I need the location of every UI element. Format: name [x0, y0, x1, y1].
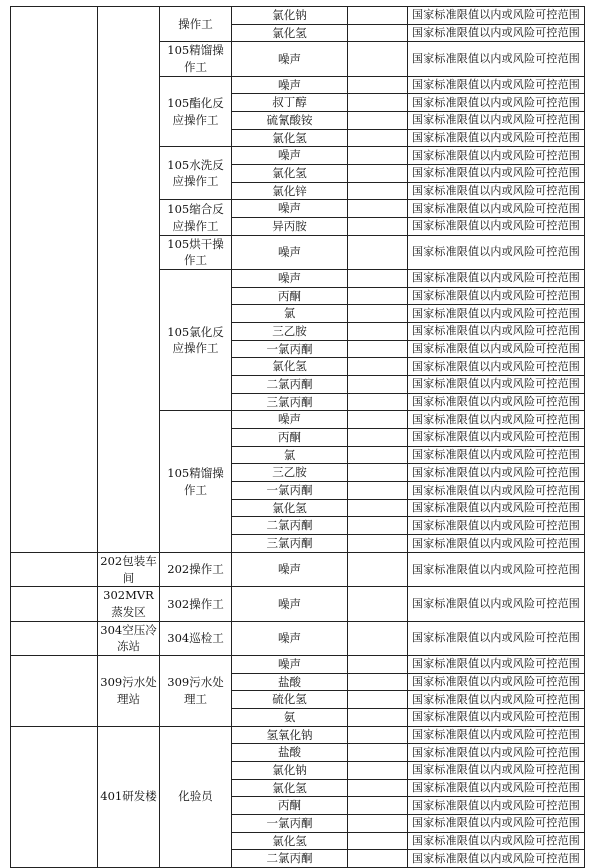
job-role-cell: 105酯化反应操作工	[160, 76, 232, 147]
job-role-cell: 202操作工	[160, 552, 232, 586]
job-role-cell: 304巡检工	[160, 621, 232, 655]
hazard-factor-cell: 噪声	[232, 270, 348, 288]
blank-cell	[348, 673, 408, 691]
hazard-table	[10, 6, 585, 868]
limit-standard-cell: 国家标准限值以内或风险可控范围	[408, 376, 585, 394]
hazard-factor-cell: 噪声	[232, 76, 348, 94]
hazard-factor-cell: 三氯丙酮	[232, 535, 348, 553]
limit-standard-cell: 国家标准限值以内或风险可控范围	[408, 744, 585, 762]
job-role-cell: 309污水处理工	[160, 655, 232, 726]
blank-cell	[348, 200, 408, 218]
blank-cell	[348, 552, 408, 586]
hazard-factor-cell: 氯化锌	[232, 182, 348, 200]
hazard-factor-cell: 氯化钠	[232, 761, 348, 779]
department-cell: 309污水处理站	[98, 655, 160, 726]
limit-standard-cell: 国家标准限值以内或风险可控范围	[408, 218, 585, 236]
job-role-cell: 105氯化反应操作工	[160, 270, 232, 411]
hazard-factor-cell: 三乙胺	[232, 323, 348, 341]
hazard-factor-cell: 氯	[232, 305, 348, 323]
limit-standard-cell: 国家标准限值以内或风险可控范围	[408, 112, 585, 130]
hazard-factor-cell: 噪声	[232, 42, 348, 76]
hazard-factor-cell: 二氯丙酮	[232, 376, 348, 394]
blank-cell	[348, 235, 408, 269]
indent-column-cell	[11, 587, 98, 621]
blank-cell	[348, 393, 408, 411]
blank-cell	[348, 482, 408, 500]
hazard-factor-cell: 氯	[232, 446, 348, 464]
blank-cell	[348, 535, 408, 553]
hazard-factor-cell: 丙酮	[232, 287, 348, 305]
limit-standard-cell: 国家标准限值以内或风险可控范围	[408, 708, 585, 726]
blank-cell	[348, 7, 408, 25]
limit-standard-cell: 国家标准限值以内或风险可控范围	[408, 235, 585, 269]
limit-standard-cell: 国家标准限值以内或风险可控范围	[408, 517, 585, 535]
department-cell: 304空压冷冻站	[98, 621, 160, 655]
blank-cell	[348, 850, 408, 868]
hazard-factor-cell: 氯化氢	[232, 165, 348, 183]
limit-standard-cell: 国家标准限值以内或风险可控范围	[408, 552, 585, 586]
limit-standard-cell: 国家标准限值以内或风险可控范围	[408, 287, 585, 305]
limit-standard-cell: 国家标准限值以内或风险可控范围	[408, 270, 585, 288]
limit-standard-cell: 国家标准限值以内或风险可控范围	[408, 411, 585, 429]
limit-standard-cell: 国家标准限值以内或风险可控范围	[408, 42, 585, 76]
blank-cell	[348, 726, 408, 744]
blank-cell	[348, 446, 408, 464]
limit-standard-cell: 国家标准限值以内或风险可控范围	[408, 535, 585, 553]
department-cell: 401研发楼	[98, 726, 160, 867]
blank-cell	[348, 691, 408, 709]
department-cell: 202包装车间	[98, 552, 160, 586]
hazard-factor-cell: 氯化氢	[232, 499, 348, 517]
limit-standard-cell: 国家标准限值以内或风险可控范围	[408, 147, 585, 165]
limit-standard-cell: 国家标准限值以内或风险可控范围	[408, 429, 585, 447]
blank-cell	[348, 129, 408, 147]
limit-standard-cell: 国家标准限值以内或风险可控范围	[408, 814, 585, 832]
table-row	[11, 587, 585, 621]
blank-cell	[348, 797, 408, 815]
blank-cell	[348, 270, 408, 288]
job-role-cell: 105缩合反应操作工	[160, 200, 232, 235]
hazard-factor-cell: 氯化钠	[232, 7, 348, 25]
hazard-factor-cell: 三氯丙酮	[232, 393, 348, 411]
limit-standard-cell: 国家标准限值以内或风险可控范围	[408, 797, 585, 815]
job-role-cell: 302操作工	[160, 587, 232, 621]
table-row	[11, 552, 585, 586]
table-row	[11, 726, 585, 744]
indent-column-cell	[11, 552, 98, 586]
limit-standard-cell: 国家标准限值以内或风险可控范围	[408, 673, 585, 691]
limit-standard-cell: 国家标准限值以内或风险可控范围	[408, 165, 585, 183]
limit-standard-cell: 国家标准限值以内或风险可控范围	[408, 323, 585, 341]
hazard-factor-cell: 盐酸	[232, 673, 348, 691]
limit-standard-cell: 国家标准限值以内或风险可控范围	[408, 340, 585, 358]
blank-cell	[348, 112, 408, 130]
table-row	[11, 621, 585, 655]
indent-column-cell	[11, 655, 98, 726]
job-role-cell: 105精馏操作工	[160, 411, 232, 552]
blank-cell	[348, 832, 408, 850]
limit-standard-cell: 国家标准限值以内或风险可控范围	[408, 24, 585, 42]
limit-standard-cell: 国家标准限值以内或风险可控范围	[408, 358, 585, 376]
blank-cell	[348, 814, 408, 832]
limit-standard-cell: 国家标准限值以内或风险可控范围	[408, 200, 585, 218]
hazard-factor-cell: 一氯丙酮	[232, 340, 348, 358]
blank-cell	[348, 499, 408, 517]
limit-standard-cell: 国家标准限值以内或风险可控范围	[408, 182, 585, 200]
blank-cell	[348, 305, 408, 323]
blank-cell	[348, 376, 408, 394]
hazard-factor-cell: 硫氰酸铵	[232, 112, 348, 130]
department-cell-continued	[98, 7, 160, 553]
blank-cell	[348, 76, 408, 94]
job-role-cell: 105烘干操作工	[160, 235, 232, 269]
limit-standard-cell: 国家标准限值以内或风险可控范围	[408, 76, 585, 94]
blank-cell	[348, 94, 408, 112]
table-row	[11, 655, 585, 673]
limit-standard-cell: 国家标准限值以内或风险可控范围	[408, 129, 585, 147]
hazard-factor-cell: 噪声	[232, 621, 348, 655]
blank-cell	[348, 358, 408, 376]
hazard-factor-cell: 氯化氢	[232, 779, 348, 797]
hazard-factor-cell: 丙酮	[232, 797, 348, 815]
limit-standard-cell: 国家标准限值以内或风险可控范围	[408, 482, 585, 500]
blank-cell	[348, 708, 408, 726]
hazard-factor-cell: 二氯丙酮	[232, 517, 348, 535]
blank-cell	[348, 464, 408, 482]
hazard-factor-cell: 一氯丙酮	[232, 814, 348, 832]
hazard-table-body	[11, 7, 585, 868]
hazard-factor-cell: 噪声	[232, 235, 348, 269]
limit-standard-cell: 国家标准限值以内或风险可控范围	[408, 446, 585, 464]
limit-standard-cell: 国家标准限值以内或风险可控范围	[408, 691, 585, 709]
indent-column-cell	[11, 621, 98, 655]
blank-cell	[348, 218, 408, 236]
limit-standard-cell: 国家标准限值以内或风险可控范围	[408, 832, 585, 850]
blank-cell	[348, 340, 408, 358]
hazard-factor-cell: 噪声	[232, 200, 348, 218]
indent-column-cell	[11, 726, 98, 867]
blank-cell	[348, 744, 408, 762]
limit-standard-cell: 国家标准限值以内或风险可控范围	[408, 726, 585, 744]
blank-cell	[348, 587, 408, 621]
hazard-factor-cell: 硫化氢	[232, 691, 348, 709]
hazard-factor-cell: 噪声	[232, 411, 348, 429]
blank-cell	[348, 42, 408, 76]
limit-standard-cell: 国家标准限值以内或风险可控范围	[408, 7, 585, 25]
blank-cell	[348, 761, 408, 779]
hazard-factor-cell: 氯化氢	[232, 832, 348, 850]
indent-column-cell	[11, 7, 98, 553]
hazard-factor-cell: 氯化氢	[232, 24, 348, 42]
hazard-factor-cell: 氯化氢	[232, 129, 348, 147]
blank-cell	[348, 182, 408, 200]
department-cell: 302MVR蒸发区	[98, 587, 160, 621]
table-row	[11, 7, 585, 25]
limit-standard-cell: 国家标准限值以内或风险可控范围	[408, 393, 585, 411]
limit-standard-cell: 国家标准限值以内或风险可控范围	[408, 761, 585, 779]
hazard-factor-cell: 一氯丙酮	[232, 482, 348, 500]
blank-cell	[348, 165, 408, 183]
limit-standard-cell: 国家标准限值以内或风险可控范围	[408, 305, 585, 323]
blank-cell	[348, 411, 408, 429]
hazard-factor-cell: 氨	[232, 708, 348, 726]
limit-standard-cell: 国家标准限值以内或风险可控范围	[408, 94, 585, 112]
blank-cell	[348, 621, 408, 655]
job-role-cell: 化验员	[160, 726, 232, 867]
blank-cell	[348, 287, 408, 305]
blank-cell	[348, 517, 408, 535]
hazard-factor-cell: 噪声	[232, 655, 348, 673]
hazard-factor-cell: 异丙胺	[232, 218, 348, 236]
hazard-factor-cell: 叔丁醇	[232, 94, 348, 112]
hazard-factor-cell: 氯化氢	[232, 358, 348, 376]
hazard-factor-cell: 噪声	[232, 147, 348, 165]
hazard-factor-cell: 噪声	[232, 552, 348, 586]
limit-standard-cell: 国家标准限值以内或风险可控范围	[408, 587, 585, 621]
hazard-factor-cell: 丙酮	[232, 429, 348, 447]
blank-cell	[348, 429, 408, 447]
blank-cell	[348, 24, 408, 42]
hazard-factor-cell: 三乙胺	[232, 464, 348, 482]
job-role-cell: 操作工	[160, 7, 232, 42]
blank-cell	[348, 655, 408, 673]
hazard-factor-cell: 噪声	[232, 587, 348, 621]
limit-standard-cell: 国家标准限值以内或风险可控范围	[408, 621, 585, 655]
limit-standard-cell: 国家标准限值以内或风险可控范围	[408, 499, 585, 517]
limit-standard-cell: 国家标准限值以内或风险可控范围	[408, 850, 585, 868]
blank-cell	[348, 147, 408, 165]
blank-cell	[348, 323, 408, 341]
blank-cell	[348, 779, 408, 797]
limit-standard-cell: 国家标准限值以内或风险可控范围	[408, 464, 585, 482]
limit-standard-cell: 国家标准限值以内或风险可控范围	[408, 779, 585, 797]
hazard-factor-cell: 盐酸	[232, 744, 348, 762]
hazard-factor-cell: 二氯丙酮	[232, 850, 348, 868]
hazard-factor-cell: 氢氧化钠	[232, 726, 348, 744]
job-role-cell: 105精馏操作工	[160, 42, 232, 76]
limit-standard-cell: 国家标准限值以内或风险可控范围	[408, 655, 585, 673]
job-role-cell: 105水洗反应操作工	[160, 147, 232, 200]
